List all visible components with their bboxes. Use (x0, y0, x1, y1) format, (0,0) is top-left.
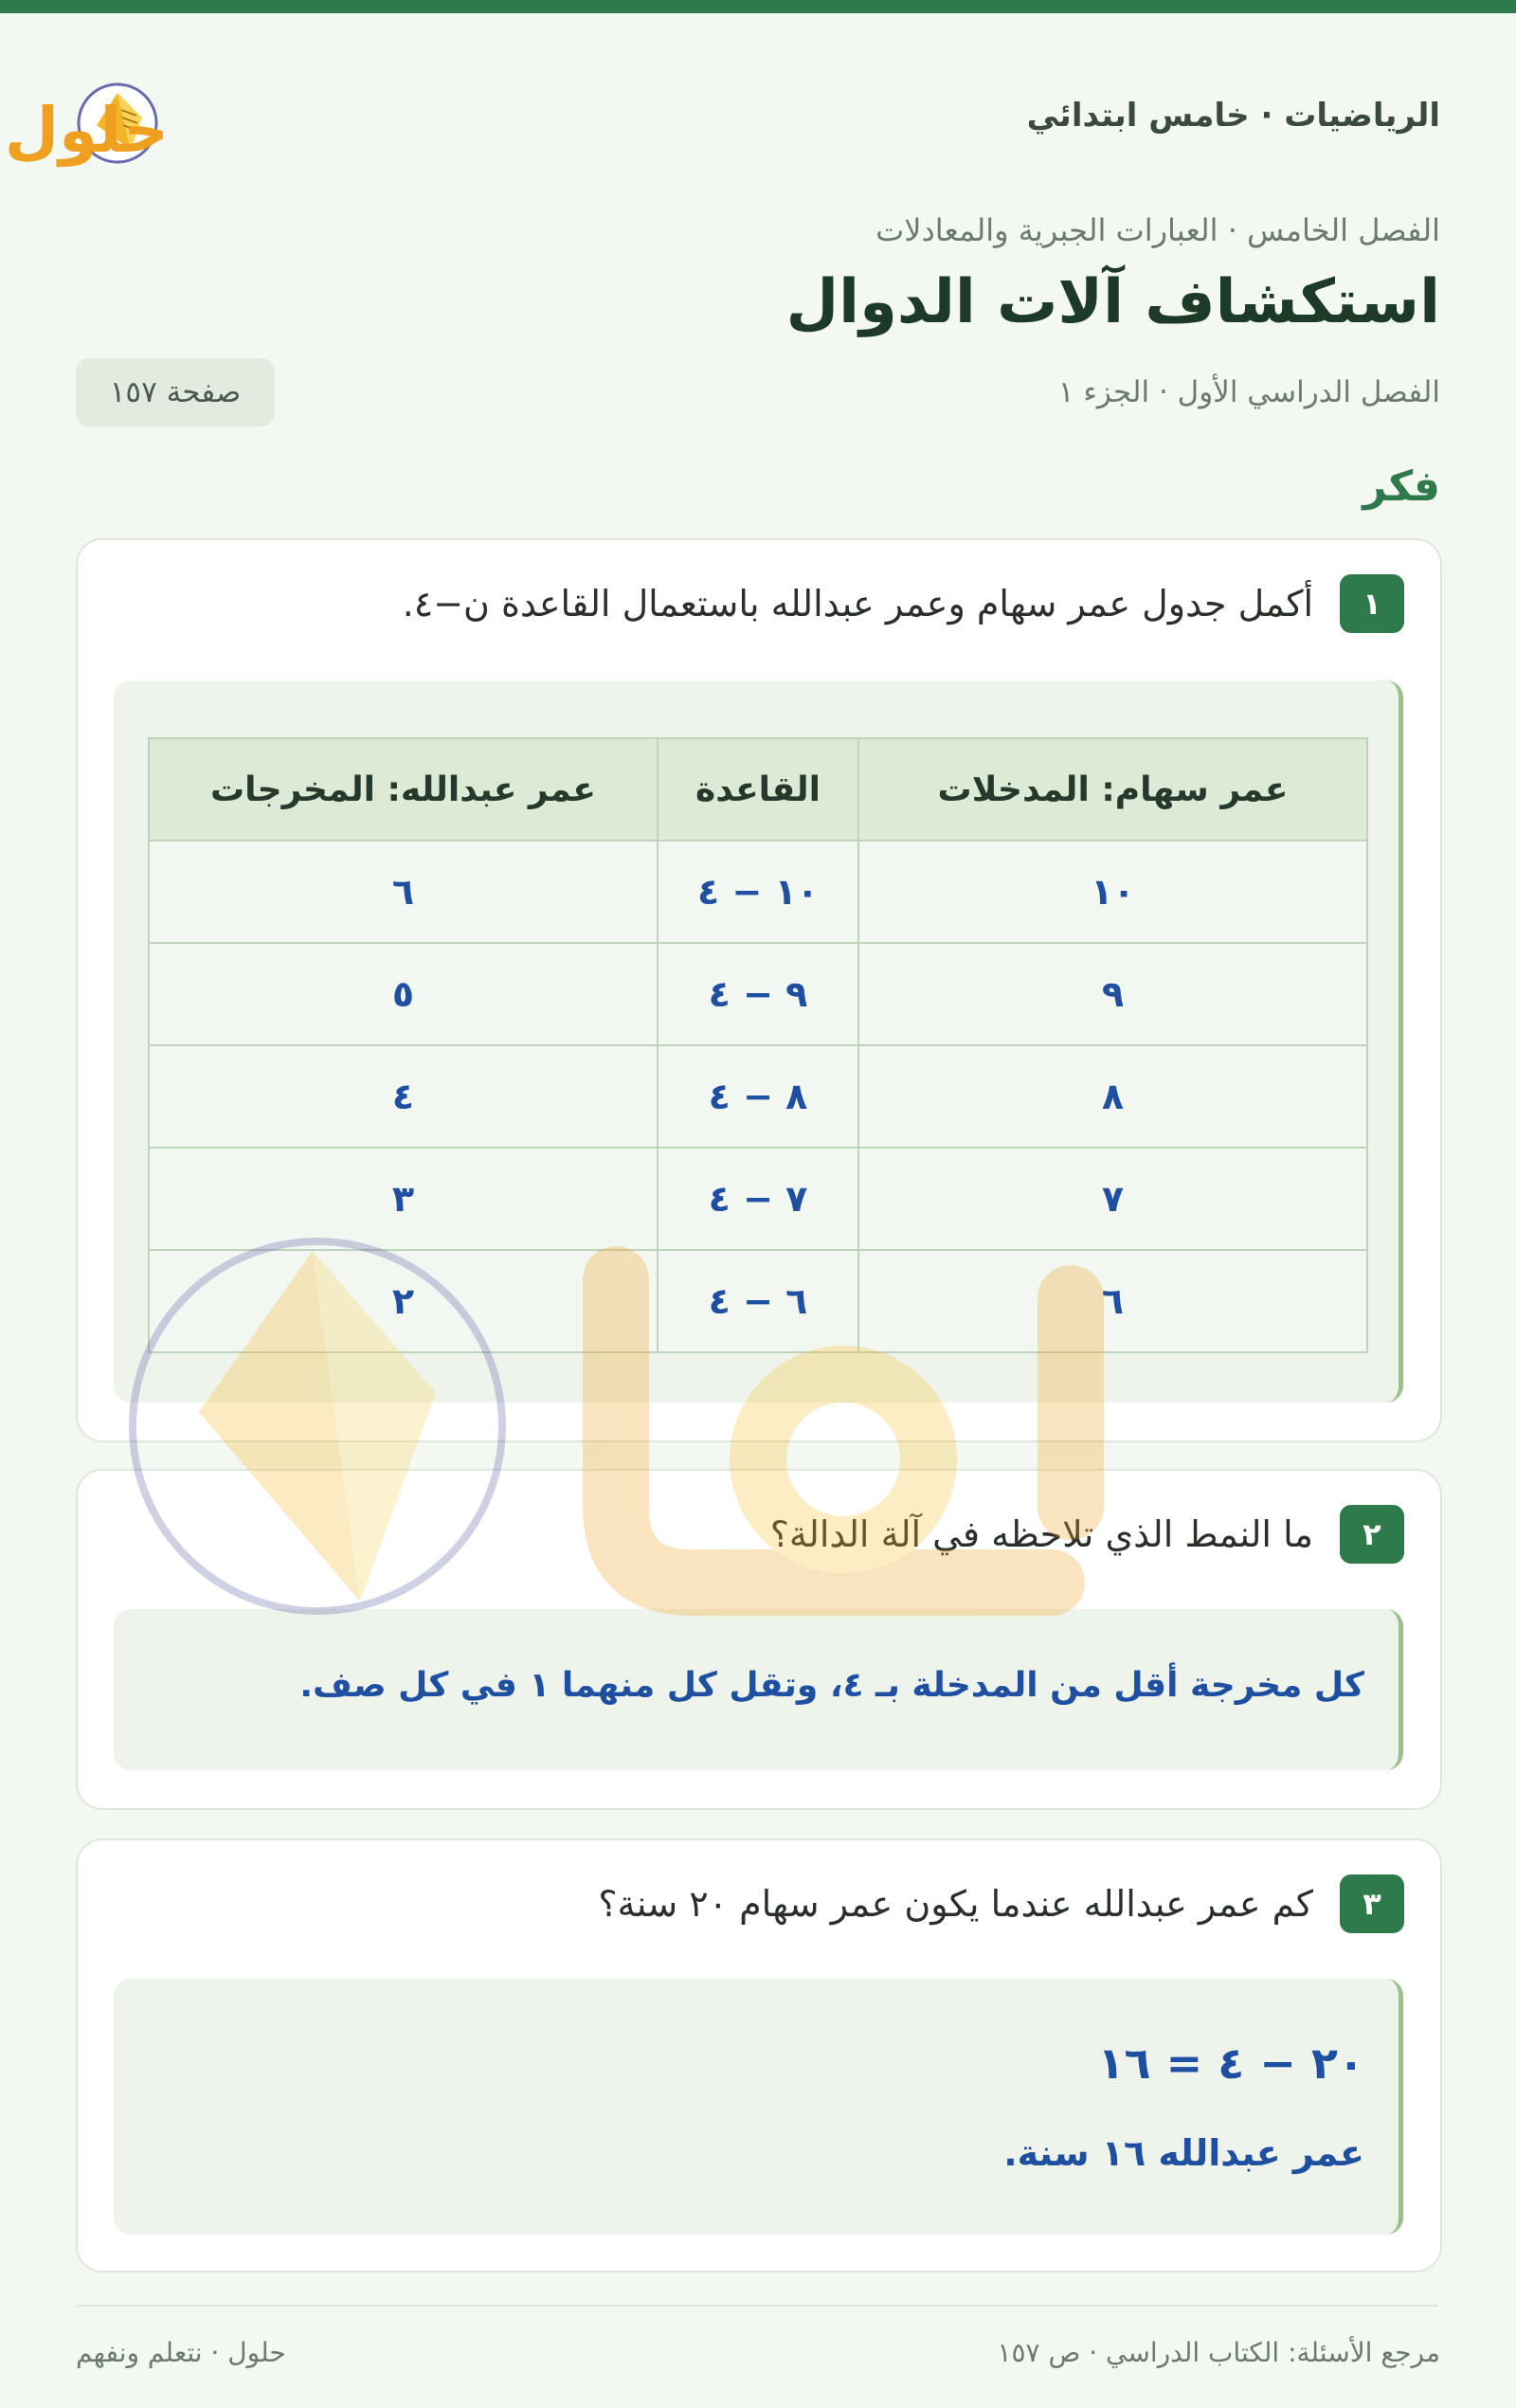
column-header-input: عمر سهام: المدخلات (858, 738, 1367, 841)
question-card-2 (76, 1469, 1442, 1810)
brand-name: حلول (4, 94, 169, 167)
question-number-badge: ٣ (1340, 1874, 1404, 1933)
question-text: ما النمط الذي تلاحظه في آلة الدالة؟ (769, 1513, 1313, 1555)
output-cell: ٥ (149, 943, 658, 1045)
breadcrumb: الفصل الخامس · العبارات الجبرية والمعادلات (875, 212, 1440, 248)
table-row (149, 841, 1367, 943)
question-1-header (403, 574, 1404, 633)
output-cell: ٤ (149, 1045, 658, 1148)
question-2-header (770, 1505, 1404, 1564)
question-text: كم عمر عبدالله عندما يكون عمر سهام ٢٠ سنة؟ (598, 1883, 1313, 1925)
input-cell: ٨ (858, 1045, 1367, 1148)
question-number-badge: ١ (1340, 574, 1404, 633)
input-cell: ٦ (858, 1250, 1367, 1352)
rule-cell: ٦ − ٤ (658, 1250, 858, 1352)
page-title: استكشاف آلات الدوال (785, 267, 1440, 337)
question-card-1 (76, 538, 1442, 1442)
hulul-logo-icon (4, 61, 341, 172)
output-cell: ٦ (149, 841, 658, 943)
rule-cell: ٧ − ٤ (658, 1148, 858, 1250)
equation-text: ٢٠ − ٤ = ١٦ (1097, 2037, 1364, 2089)
section-heading: فكر (1363, 462, 1440, 511)
rule-cell: ٩ − ٤ (658, 943, 858, 1045)
table-header-row (149, 738, 1367, 841)
table-container (114, 680, 1403, 1403)
top-accent-bar (0, 0, 1516, 13)
rule-cell: ١٠ − ٤ (658, 841, 858, 943)
footer-divider (76, 2305, 1438, 2307)
term-label: الفصل الدراسي الأول · الجزء ١ (1057, 375, 1440, 409)
footer-reference: مرجع الأسئلة: الكتاب الدراسي · ص ١٥٧ (997, 2337, 1440, 2368)
brand-logo[interactable] (4, 61, 341, 172)
table-row (149, 1045, 1367, 1148)
answer-box (114, 1609, 1403, 1770)
question-text: أكمل جدول عمر سهام وعمر عبدالله باستعمال القاعدة ن−٤. (402, 583, 1313, 625)
column-header-output: عمر عبدالله: المخرجات (149, 738, 658, 841)
answer-text: كل مخرجة أقل من المدخلة بـ ٤، وتقل كل منهما ١ في كل صف. (299, 1666, 1364, 1705)
question-number-badge: ٢ (1340, 1505, 1404, 1564)
input-cell: ١٠ (858, 841, 1367, 943)
function-table (148, 737, 1368, 1353)
output-cell: ٢ (149, 1250, 658, 1352)
question-3-header (598, 1874, 1404, 1933)
input-cell: ٩ (858, 943, 1367, 1045)
page-number-badge: صفحة ١٥٧ (76, 358, 275, 426)
subject-grade: الرياضيات · خامس ابتدائي (1026, 97, 1440, 135)
output-cell: ٣ (149, 1148, 658, 1250)
input-cell: ٧ (858, 1148, 1367, 1250)
footer-tagline: حلول · نتعلم ونفهم (76, 2337, 286, 2368)
table-row (149, 943, 1367, 1045)
table-row (149, 1250, 1367, 1352)
question-card-3 (76, 1838, 1442, 2272)
answer-box (114, 1979, 1403, 2235)
column-header-rule: القاعدة (658, 738, 858, 841)
table-row (149, 1148, 1367, 1250)
answer-text: عمر عبدالله ١٦ سنة. (1003, 2132, 1364, 2174)
rule-cell: ٨ − ٤ (658, 1045, 858, 1148)
